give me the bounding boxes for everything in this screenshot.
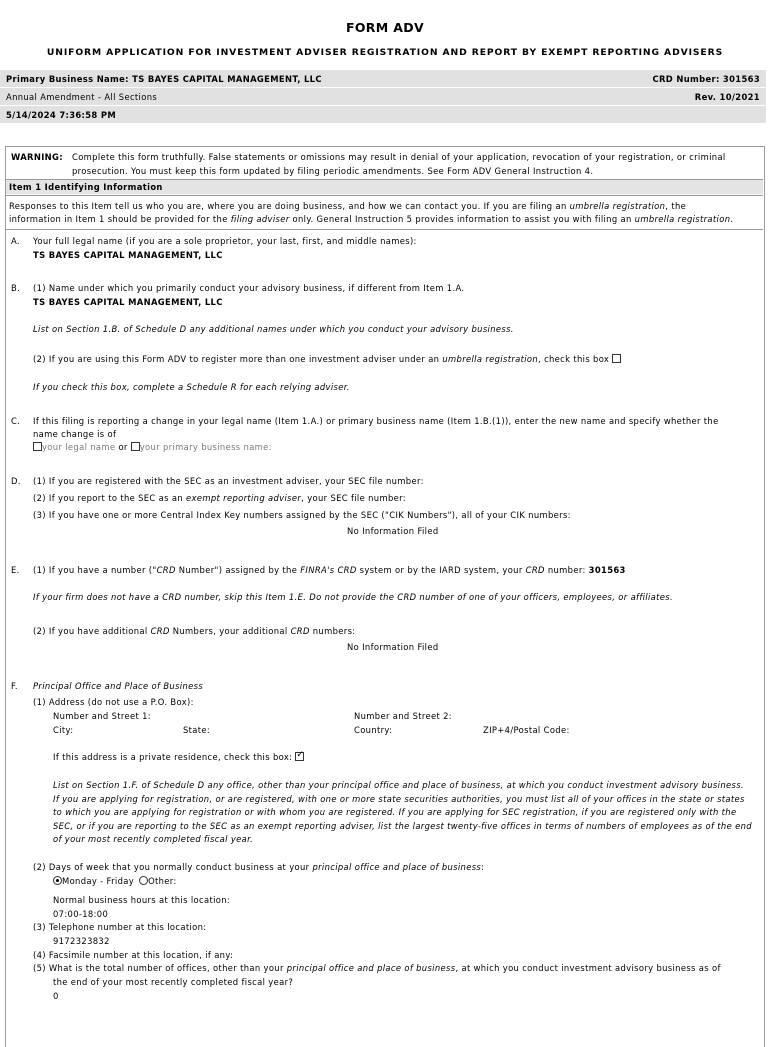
- private-residence-checkbox[interactable]: [295, 752, 304, 761]
- cik-question: (3) If you have one or more Central Index Key numbers assigned by the SEC ("CIK Numbers"), all of your CIK numbers:: [33, 510, 571, 520]
- item-a-question: Your full legal name (if you are a sole proprietor, your last, first, and middle names):: [33, 236, 417, 246]
- item1-intro-line-1: Responses to this Item tell us who you are, where you are doing business, and how we can contact you. If you are filing an umbrella registration, the: [9, 201, 687, 211]
- header-band-business: [0, 70, 766, 87]
- warning-line-2: prosecution. You must keep this form updated by filing periodic amendments. See Form ADV General Instruction 4.: [72, 166, 594, 176]
- timestamp: 5/14/2024 7:36:58 PM: [6, 110, 117, 120]
- zip-label: ZIP+4/Postal Code:: [483, 725, 570, 735]
- sec-file-number-question: (1) If you are registered with the SEC as an investment adviser, your SEC file number:: [33, 476, 424, 486]
- header-band-amendment: [0, 88, 766, 105]
- schedule-d-offices-note: List on Section 1.F. of Schedule D any office, other than your principal office and place of business, at which you conduct investment advisory business. If you are applying for registration, or are registered, with one or more state securities authorities, you must list all of your offices in the state or states to which you are applying for registration or with whom you are registered. If you are applying for SEC registration, if you are registered only with the SEC, or if you are reporting to the SEC as an exempt reporting adviser, list the largest twenty-five offices in terms of numbers of employees as of the end of your most recently completed fiscal year.: [53, 780, 752, 844]
- item-c-letter: C.: [11, 416, 21, 426]
- form-subtitle: UNIFORM APPLICATION FOR INVESTMENT ADVISER REGISTRATION AND REPORT BY EXEMPT REPORTING ADVISERS: [46, 47, 724, 58]
- private-residence-question: If this address is a private residence, check this box: ✓: [53, 752, 304, 762]
- offices-count-value: 0: [53, 991, 59, 1001]
- legal-name-checkbox[interactable]: [33, 442, 42, 451]
- era-file-number-question: (2) If you report to the SEC as an exempt reporting adviser, your SEC file number:: [33, 493, 406, 503]
- monday-friday-label: Monday - Friday: [62, 876, 135, 886]
- street2-label: Number and Street 2:: [354, 711, 452, 721]
- item-b-question: (1) Name under which you primarily conduct your advisory business, if different from Item 1.A.: [33, 283, 465, 293]
- offices-question-line-2: the end of your most recently completed fiscal year?: [53, 977, 294, 987]
- umbrella-question: (2) If you are using this Form ADV to register more than one investment adviser under an umbrella registration, check this box: [33, 354, 621, 364]
- telephone-question: (3) Telephone number at this location:: [33, 922, 207, 932]
- schedule-d-names-note: List on Section 1.B. of Schedule D any additional names under which you conduct your advisory business.: [33, 324, 514, 334]
- crd-value: 301563: [588, 565, 626, 575]
- item-c-line-1: If this filing is reporting a change in your legal name (Item 1.A.) or primary business name (Item 1.B.(1)), enter the new name and specify whether the: [33, 416, 719, 426]
- crd-question: (1) If you have a number ("CRD Number") assigned by the FINRA's CRD system or by the IARD system, your CRD number: 301563: [33, 565, 626, 575]
- business-name-checkbox[interactable]: [131, 442, 140, 451]
- crd-number: CRD Number: 301563: [652, 74, 760, 84]
- city-label: City:: [53, 725, 74, 735]
- business-name-value: TS BAYES CAPITAL MANAGEMENT, LLC: [33, 297, 223, 307]
- form-revision: Rev. 10/2021: [694, 92, 760, 102]
- item-d-letter: D.: [11, 476, 21, 486]
- days-options: [53, 876, 177, 886]
- umbrella-checkbox[interactable]: [612, 354, 621, 363]
- state-label: State:: [183, 725, 211, 735]
- primary-business-name: Primary Business Name: TS BAYES CAPITAL MANAGEMENT, LLC: [6, 74, 322, 84]
- amendment-type: Annual Amendment - All Sections: [6, 92, 158, 102]
- umbrella-note: If you check this box, complete a Schedule R for each relying adviser.: [33, 382, 350, 392]
- item1-intro-line-2: information in Item 1 should be provided for the filing adviser only. General Instruction 5 provides information to assist you with filing an umbrella registration.: [9, 214, 734, 224]
- facsimile-question: (4) Facsimile number at this location, if any:: [33, 950, 234, 960]
- telephone-value: 9172323832: [53, 936, 110, 946]
- country-label: Country:: [354, 725, 393, 735]
- additional-crd-no-info: No Information Filed: [347, 642, 439, 652]
- business-hours-value: 07:00-18:00: [53, 909, 109, 919]
- legal-name-value: TS BAYES CAPITAL MANAGEMENT, LLC: [33, 250, 223, 260]
- business-hours-label: Normal business hours at this location:: [53, 895, 231, 905]
- form-title: FORM ADV: [345, 20, 425, 35]
- cik-no-info: No Information Filed: [347, 526, 439, 536]
- other-days-label: Other:: [148, 876, 177, 886]
- principal-office-heading: Principal Office and Place of Business: [33, 681, 204, 691]
- monday-friday-radio[interactable]: [53, 876, 62, 885]
- item-a-letter: A.: [11, 236, 20, 246]
- name-change-options: your legal name or your primary business name:: [33, 442, 272, 452]
- offices-question-line-1: (5) What is the total number of offices, other than your principal office and place of business, at which you conduct investment advisory business as of: [33, 963, 721, 973]
- item-e-letter: E.: [11, 565, 20, 575]
- warning-line-1: Complete this form truthfully. False statements or omissions may result in denial of your application, revocation of your registration, or criminal: [72, 152, 726, 162]
- item-c-line-2: name change is of: [33, 429, 117, 439]
- days-question: (2) Days of week that you normally conduct business at your principal office and place of business:: [33, 862, 485, 872]
- other-days-radio[interactable]: [139, 876, 148, 885]
- crd-skip-note: If your firm does not have a CRD number, skip this Item 1.E. Do not provide the CRD number of one of your officers, employees, or affiliates.: [33, 592, 674, 602]
- item-f-letter: F.: [11, 681, 18, 691]
- address-question: (1) Address (do not use a P.O. Box):: [33, 697, 194, 707]
- item-b-letter: B.: [11, 283, 21, 293]
- additional-crd-question: (2) If you have additional CRD Numbers, your additional CRD numbers:: [33, 626, 356, 636]
- divider: [5, 229, 763, 230]
- business-name-option-label: your primary business name:: [139, 442, 272, 452]
- item1-heading: Item 1 Identifying Information: [9, 182, 163, 192]
- legal-name-option-label: your legal name: [42, 442, 116, 452]
- header-band-timestamp: [0, 106, 766, 123]
- divider: [5, 195, 763, 196]
- street1-label: Number and Street 1:: [53, 711, 151, 721]
- warning-label: WARNING:: [11, 152, 63, 162]
